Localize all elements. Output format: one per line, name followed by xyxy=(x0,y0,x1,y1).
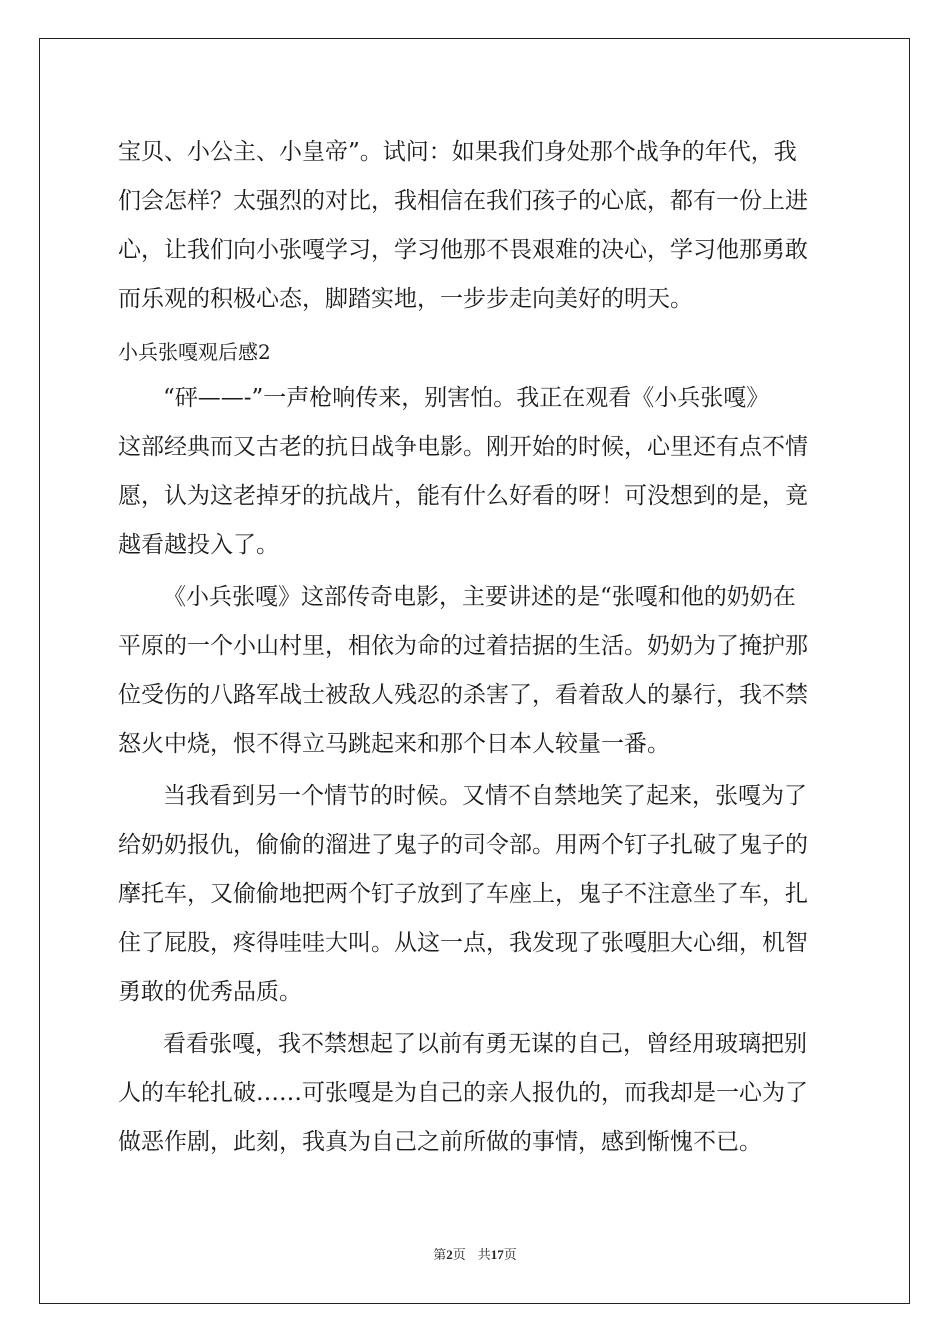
paragraph-line: 《小兵张嘎》这部传奇电影，主要讲述的是“张嘎和他的奶奶在 xyxy=(163,584,796,610)
paragraph-line: 住了屁股，疼得哇哇大叫。从这一点，我发现了张嘎胆大心细，机智 xyxy=(118,930,808,956)
paragraph-line: 怒火中烧，恨不得立马跳起来和那个日本人较量一番。 xyxy=(118,731,670,757)
paragraph-line: 位受伤的八路军战士被敌人残忍的杀害了，看着敌人的暴行，我不禁 xyxy=(118,682,808,708)
paragraph-line: 当我看到另一个情节的时候。又情不自禁地笑了起来，张嘎为了 xyxy=(163,783,807,809)
paragraph-line: 勇敢的优秀品质。 xyxy=(118,979,302,1005)
paragraph-line: 愿，认为这老掉牙的抗战片，能有什么好看的呀！可没想到的是，竟 xyxy=(118,483,808,509)
body-line: 宝贝、小公主、小皇帝”。试问：如果我们身处那个战争的年代，我 xyxy=(118,139,797,165)
paragraph-line: 看看张嘎，我不禁想起了以前有勇无谋的自己，曾经用玻璃把别 xyxy=(163,1031,807,1057)
paragraph-line: 人的车轮扎破……可张嘎是为自己的亲人报仇的，而我却是一心为了 xyxy=(118,1080,808,1106)
paragraph-line: 做恶作剧，此刻，我真为自己之前所做的事情，感到惭愧不已。 xyxy=(118,1129,762,1155)
page-footer xyxy=(0,1244,950,1263)
body-line: 而乐观的积极心态，脚踏实地，一步步走向美好的明天。 xyxy=(118,286,693,312)
page-border xyxy=(39,38,910,1304)
paragraph-line: 越看越投入了。 xyxy=(118,532,279,558)
total-prefix: 共 xyxy=(477,1247,491,1262)
section-heading: 小兵张嘎观后感2 xyxy=(118,340,271,364)
total-suffix: 页 xyxy=(503,1247,517,1262)
paragraph-line: “砰——-”一声枪响传来，别害怕。我正在观看《小兵张嘎》 xyxy=(163,385,770,411)
page-suffix: 页 xyxy=(452,1247,466,1262)
total-pages: 17 xyxy=(490,1247,504,1262)
paragraph-line: 平原的一个小山村里，相依为命的过着拮据的生活。奶奶为了掩护那 xyxy=(118,633,808,659)
body-line: 们会怎样？太强烈的对比，我相信在我们孩子的心底，都有一份上进 xyxy=(118,188,808,214)
paragraph-line: 给奶奶报仇，偷偷的溜进了鬼子的司令部。用两个钉子扎破了鬼子的 xyxy=(118,832,808,858)
page-prefix: 第 xyxy=(433,1247,447,1262)
page-number: 2 xyxy=(446,1247,453,1262)
paragraph-line: 这部经典而又古老的抗日战争电影。刚开始的时候，心里还有点不情 xyxy=(118,434,808,460)
body-line: 心，让我们向小张嘎学习，学习他那不畏艰难的决心，学习他那勇敢 xyxy=(118,237,808,263)
paragraph-line: 摩托车，又偷偷地把两个钉子放到了车座上，鬼子不注意坐了车，扎 xyxy=(118,881,808,907)
